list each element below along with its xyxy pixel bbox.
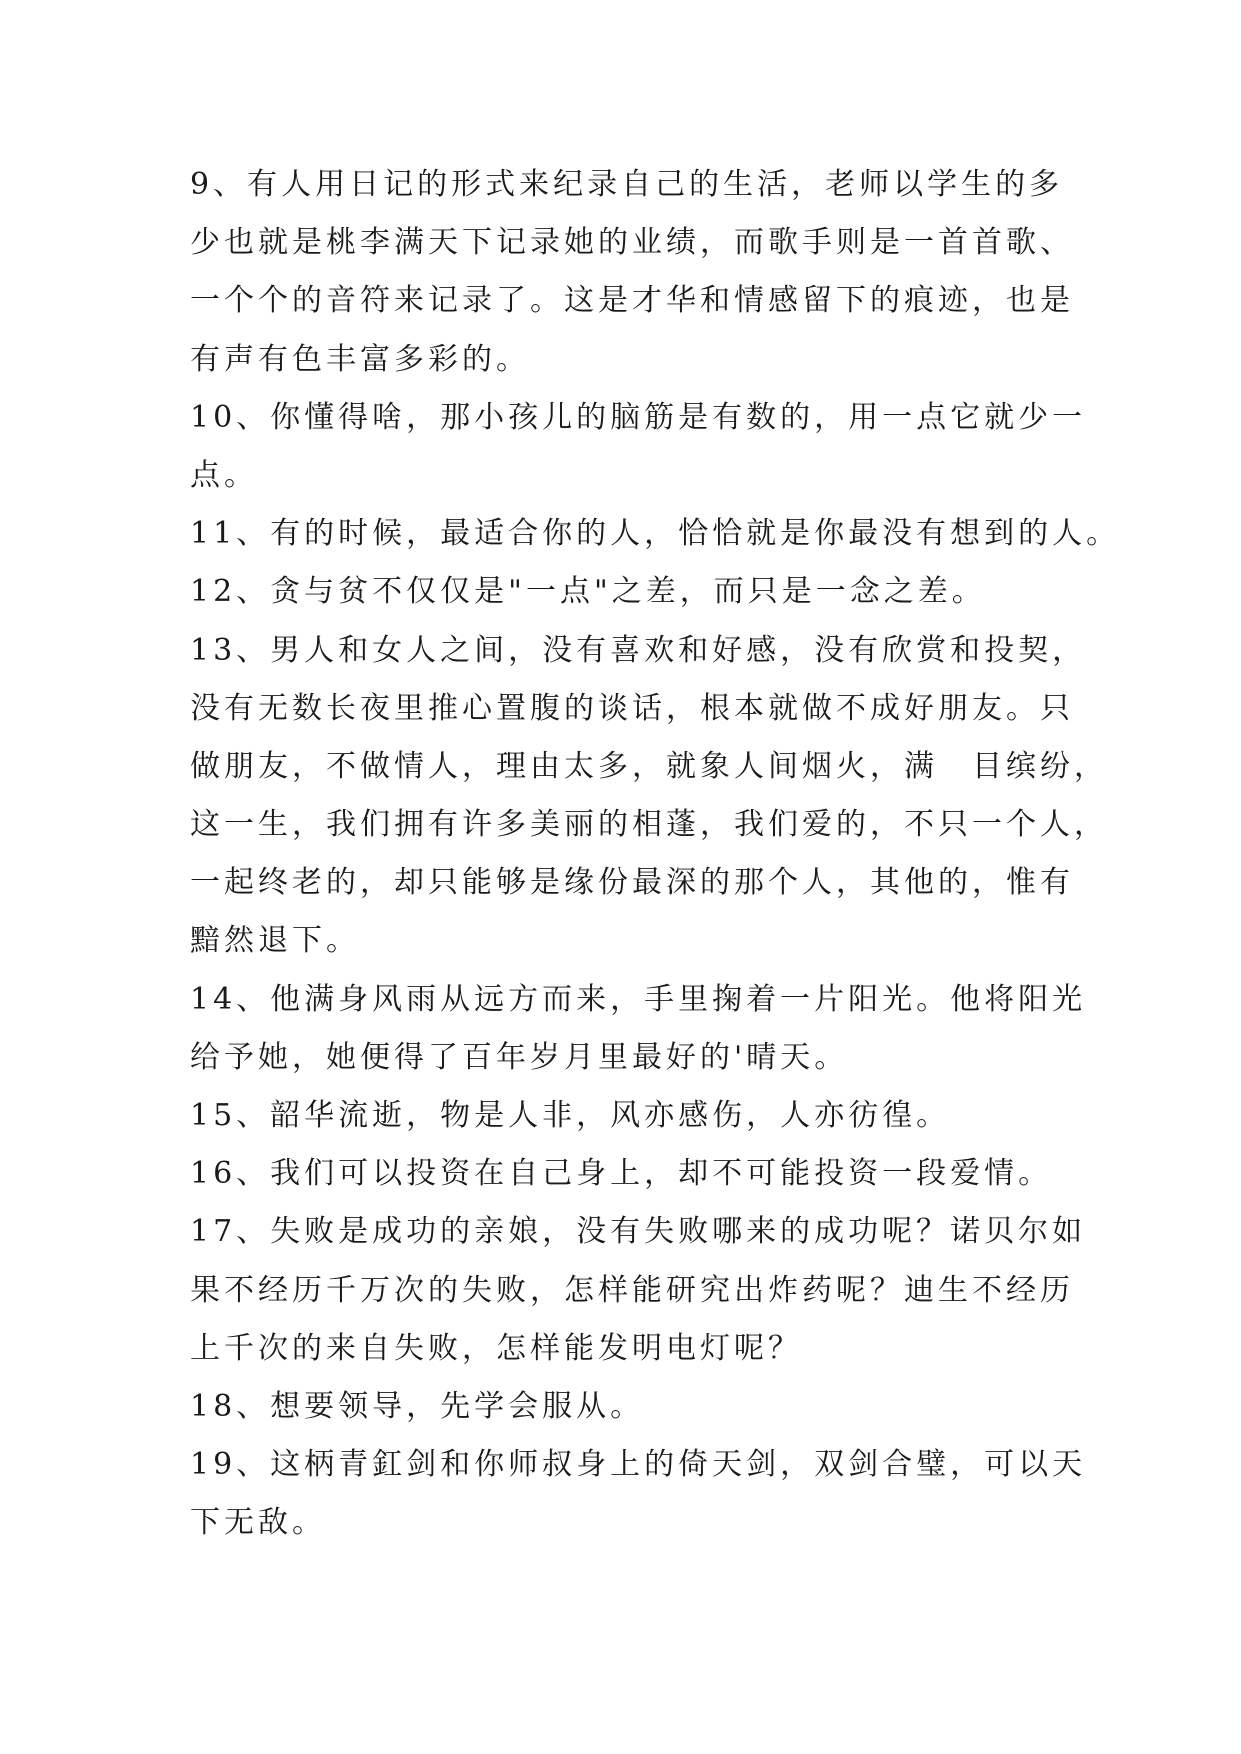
- text-line: 上千次的来自失败，怎样能发明电灯呢？: [190, 1330, 802, 1366]
- text-line: 一起终老的，却只能够是缘份最深的那个人，其他的，惟有: [190, 865, 1074, 901]
- text-line: 13、男人和女人之间，没有喜欢和好感，没有欣赏和投契，: [190, 632, 1087, 668]
- text-line: 12、贪与贫不仅仅是"一点"之差，而只是一念之差。: [190, 574, 986, 610]
- text-line: 11、有的时候，最适合你的人，恰恰就是你最没有想到的人。: [190, 516, 1121, 552]
- text-line: 做朋友，不做情人，理由太多，就象人间烟火，满 目缤纷，: [190, 748, 1108, 784]
- text-line: 少也就是桃李满天下记录她的业绩，而歌手则是一首首歌、: [190, 225, 1074, 261]
- text-line: 点。: [190, 457, 258, 493]
- text-line: 一个个的音符来记录了。这是才华和情感留下的痕迹，也是: [190, 283, 1074, 319]
- text-line: 9、有人用日记的形式来纪录自己的生活，老师以学生的多: [190, 167, 1064, 202]
- text-line: 没有无数长夜里推心置腹的谈话，根本就做不成好朋友。只: [190, 690, 1074, 726]
- text-line: 有声有色丰富多彩的。: [190, 341, 530, 377]
- text-line: 黯然退下。: [190, 923, 360, 959]
- text-line: 10、你懂得啥，那小孩儿的脑筋是有数的，用一点它就少一: [190, 399, 1087, 435]
- text-line: 这一生，我们拥有许多美丽的相蓬，我们爱的，不只一个人，: [190, 807, 1108, 843]
- text-line: 19、这柄青釭剑和你师叔身上的倚天剑，双剑合璧，可以天: [190, 1447, 1087, 1483]
- text-line: 给予她，她便得了百年岁月里最好的'晴天。: [190, 1039, 849, 1075]
- text-line: 16、我们可以投资在自己身上，却不可能投资一段爱情。: [190, 1156, 1053, 1192]
- text-line: 果不经历千万次的失败，怎样能研究出炸药呢？迪生不经历: [190, 1272, 1074, 1308]
- text-line: 18、想要领导，先学会服从。: [190, 1388, 645, 1424]
- text-line: 15、韶华流逝，物是人非，风亦感伤，人亦彷徨。: [190, 1098, 951, 1133]
- text-line: 下无敌。: [190, 1505, 326, 1541]
- document-body: [190, 156, 1121, 1553]
- text-line: 14、他满身风雨从远方而来，手里掬着一片阳光。他将阳光: [190, 981, 1087, 1017]
- text-line: 17、失败是成功的亲娘，没有失败哪来的成功呢？诺贝尔如: [190, 1214, 1087, 1250]
